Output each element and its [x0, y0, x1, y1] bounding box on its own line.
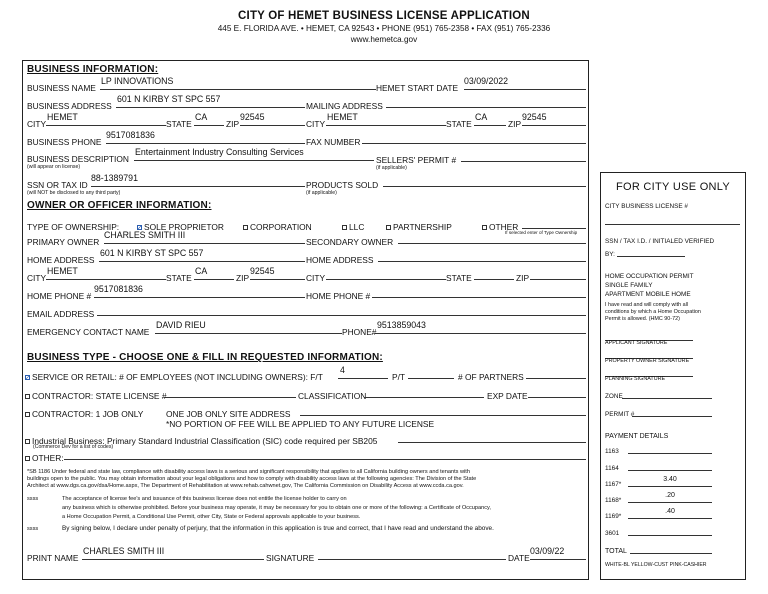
- sb1186-line1: *SB 1186 Under federal and state law, compliance with disability access laws is a serious and significant responsibility that applies to all California building owners and tenants with: [27, 469, 470, 475]
- owner-city-field[interactable]: [46, 266, 166, 280]
- zone-label: ZONE: [605, 393, 623, 400]
- sb1186-line2: buildings open to the public. You may obtain information about your legal obligations and how to comply with disability access laws at the following agencies: The Division of the State: [27, 476, 477, 482]
- ssn-field[interactable]: [91, 173, 305, 187]
- ssn-note: (will NOT be disclosed to any third party): [27, 190, 121, 196]
- code-1164-label: 1164: [605, 465, 619, 472]
- primary-owner-label: PRIMARY OWNER: [27, 237, 100, 247]
- home-phone-label: HOME PHONE #: [27, 291, 92, 301]
- code-3601-field[interactable]: [628, 527, 712, 536]
- hop-note-2: conditions by which a Home Occupation: [605, 309, 701, 315]
- service-label: SERVICE OR RETAIL: # OF EMPLOYEES (NOT INCLUDING OWNERS): F/T: [32, 372, 323, 382]
- business-description-label: BUSINESS DESCRIPTION: [27, 154, 129, 164]
- business-address-label: BUSINESS ADDRESS: [27, 101, 112, 111]
- code-1169-field[interactable]: [628, 510, 712, 519]
- hop-apartment: APARTMENT MOBILE HOME: [605, 291, 691, 298]
- other-ownership-note: If selected enter of Type Ownership: [505, 230, 578, 235]
- mailing-zip-field[interactable]: [522, 112, 586, 126]
- ownership-partnership-option[interactable]: [386, 222, 452, 232]
- planning-signature-label: PLANNING SIGNATURE: [605, 376, 666, 382]
- home-address-label: HOME ADDRESS: [27, 255, 95, 265]
- mailing-state-field[interactable]: [474, 112, 506, 126]
- classification-field[interactable]: [364, 388, 484, 398]
- owner-zip2-label: ZIP: [516, 273, 530, 283]
- products-sold-label: PRODUCTS SOLD: [306, 180, 379, 190]
- date-value: 03/09/22: [530, 546, 565, 556]
- permit-label: PERMIT #: [605, 411, 635, 418]
- sellers-permit-label: SELLERS' PERMIT #: [376, 155, 457, 165]
- exp-date-label: EXP DATE: [487, 391, 528, 401]
- payment-details-label: PAYMENT DETAILS: [605, 433, 669, 440]
- emergency-phone-value: 9513859043: [377, 320, 426, 330]
- business-state-field[interactable]: [194, 112, 224, 126]
- business-zip-value: 92545: [240, 112, 265, 122]
- form-header: [0, 10, 768, 44]
- parttime-label: P/T: [392, 372, 406, 382]
- parttime-field[interactable]: [408, 369, 454, 379]
- owner-zip-value: 92545: [250, 266, 275, 276]
- ssn-value: 88-1389791: [91, 173, 138, 183]
- start-date-field[interactable]: [464, 76, 586, 90]
- corp-checkbox[interactable]: [243, 225, 248, 230]
- city-website: www.hemetca.gov: [350, 35, 418, 44]
- code-1169-value: .40: [665, 508, 675, 515]
- owner-zip2-field[interactable]: [530, 270, 586, 280]
- business-city-field[interactable]: [46, 112, 166, 126]
- ownership-type-label: TYPE OF OWNERSHIP:: [27, 222, 120, 232]
- owner-city2-label: CITY: [306, 273, 326, 283]
- city-address: 445 E. FLORIDA AVE. • HEMET, CA 92543 • PHONE (951) 765-2358 • FAX (951) 765-2336: [217, 24, 551, 33]
- business-address-value: 601 N KIRBY ST SPC 557: [117, 94, 221, 104]
- owner-city-label: CITY: [27, 273, 47, 283]
- signature-field[interactable]: [318, 550, 506, 560]
- other-type-checkbox[interactable]: [25, 456, 30, 461]
- mailing-zip-label: ZIP: [508, 119, 522, 129]
- perjury-statement: By signing below, I declare under penalty of perjury, that the information in this application is true and correct, that I have read and understand the above.: [62, 525, 494, 532]
- code-1168-value: .20: [665, 492, 675, 499]
- hop-note-1: I have read and will comply with all: [605, 302, 688, 308]
- description-note: (will appear on license): [27, 164, 81, 170]
- other-checkbox[interactable]: [482, 225, 487, 230]
- emergency-phone-label: PHONE#: [342, 327, 377, 337]
- llc-label: LLC: [349, 222, 365, 232]
- mailing-address-field[interactable]: [386, 98, 586, 108]
- owner-city2-field[interactable]: [326, 270, 446, 280]
- home-address2-field[interactable]: [378, 252, 586, 262]
- industrial-text: Primary Standard Industrial Classification (SIC) code required per SB205: [106, 436, 378, 446]
- contractor-checkbox[interactable]: [25, 394, 30, 399]
- owner-state-field[interactable]: [194, 266, 234, 280]
- owner-state-value: CA: [195, 266, 208, 276]
- email-label: EMAIL ADDRESS: [27, 309, 95, 319]
- emergency-contact-label: EMERGENCY CONTACT NAME: [27, 327, 150, 337]
- industrial-note: (Commerce Dev for a list of codes): [33, 444, 114, 450]
- one-job-site-label: ONE JOB ONLY SITE ADDRESS: [166, 409, 291, 419]
- ownership-llc-option[interactable]: [342, 222, 364, 232]
- applicant-signature-label: APPLICANT SIGNATURE: [605, 340, 668, 346]
- copy-distribution: WHITE-BL YELLOW-CUST PINK-CASHIER: [605, 562, 707, 568]
- email-field[interactable]: [97, 306, 586, 316]
- print-name-field[interactable]: [82, 546, 264, 560]
- business-address-field[interactable]: [116, 94, 305, 108]
- code-1167-label: 1167*: [605, 481, 622, 488]
- owner-zip-field[interactable]: [250, 266, 305, 280]
- code-1163-field[interactable]: [628, 445, 712, 454]
- verified-by-field[interactable]: [617, 248, 685, 257]
- code-1167-field[interactable]: [628, 478, 712, 487]
- business-city-value: HEMET: [47, 112, 78, 122]
- home-phone2-field[interactable]: [372, 288, 586, 298]
- mailing-state-label: STATE: [446, 119, 472, 129]
- one-job-label: CONTRACTOR: 1 JOB ONLY: [32, 409, 144, 419]
- ssn-label: SSN OR TAX ID: [27, 180, 88, 190]
- one-job-site-field[interactable]: [300, 406, 586, 416]
- zone-field[interactable]: [622, 390, 712, 399]
- ack-tag-2: ssss: [27, 526, 39, 532]
- one-job-checkbox[interactable]: [25, 412, 30, 417]
- one-job-option[interactable]: [25, 409, 143, 419]
- owner-state-label: STATE: [166, 273, 192, 283]
- permit-field[interactable]: [632, 408, 712, 417]
- business-zip-label: ZIP: [226, 119, 240, 129]
- corp-label: CORPORATION: [250, 222, 312, 232]
- other-type-option[interactable]: [25, 453, 64, 463]
- contractor-label: CONTRACTOR: STATE LICENSE #: [32, 391, 167, 401]
- fulltime-value: 4: [340, 365, 345, 375]
- ack-line1: The acceptance of license fee's and issuance of this business license does not entitle the license holder to carry on: [62, 496, 347, 502]
- start-date-value: 03/09/2022: [464, 76, 509, 86]
- code-3601-label: 3601: [605, 530, 620, 537]
- form-title: CITY OF HEMET BUSINESS LICENSE APPLICATION: [238, 10, 530, 22]
- emergency-contact-field[interactable]: [155, 320, 342, 334]
- partners-label: # OF PARTNERS: [458, 372, 524, 382]
- contractor-license-field[interactable]: [164, 388, 296, 398]
- fulltime-field[interactable]: [338, 365, 388, 379]
- city-license-label: CITY BUSINESS LICENSE #: [605, 203, 688, 210]
- other-type-field[interactable]: [64, 450, 586, 460]
- mailing-city-label: CITY: [306, 119, 326, 129]
- hop-note-3: Permit is allowed. (HMC 90-72): [605, 316, 680, 322]
- ack-line3: a Home Occupation Permit, a Conditional Use Permit, other City, State or Federal approvals applicable to your business.: [62, 514, 361, 520]
- service-retail-option[interactable]: [25, 372, 323, 382]
- home-phone-value: 9517081836: [94, 284, 143, 294]
- business-description-value: Entertainment Industry Consulting Services: [135, 147, 304, 157]
- total-label: TOTAL: [605, 548, 627, 555]
- other-label: OTHER: [489, 222, 519, 232]
- owner-zip-label: ZIP: [236, 273, 250, 283]
- owner-section-title: OWNER OR OFFICER INFORMATION:: [27, 200, 212, 211]
- products-sold-field[interactable]: [383, 177, 586, 187]
- city-license-field[interactable]: [605, 216, 740, 225]
- code-1168-field[interactable]: [628, 494, 712, 503]
- business-name-label: BUSINESS NAME: [27, 83, 96, 93]
- verified-by-label: BY:: [605, 251, 615, 258]
- ack-line2: any business which is otherwise prohibited. Before your business may operate, it may be necessary for you to obtain one or more of the following: a Certificate of Occupancy,: [62, 505, 491, 511]
- business-state-value: CA: [195, 112, 208, 122]
- partners-field[interactable]: [526, 369, 586, 379]
- owner-signature-label: PROPERTY OWNER SIGNATURE: [605, 358, 690, 364]
- business-name-field[interactable]: [100, 76, 376, 90]
- sellers-permit-note: (if applicable): [376, 165, 407, 171]
- signature-label: SIGNATURE: [266, 553, 315, 563]
- sic-code-field[interactable]: [398, 433, 586, 443]
- exp-date-field[interactable]: [528, 388, 586, 398]
- sb1186-line3: Architect at www.dgs.ca.gov/dsa/Home.aspx, The Department of Rehabilitation at www.rehab.cahwnet.gov, The California Commission on Disability Access at www.ccda.ca.gov.: [27, 483, 464, 489]
- print-name-value: CHARLES SMITH III: [83, 546, 165, 556]
- service-checkbox[interactable]: [25, 375, 30, 380]
- mailing-address-label: MAILING ADDRESS: [306, 101, 383, 111]
- business-section-title: BUSINESS INFORMATION:: [27, 64, 159, 75]
- ack-tag-1: ssss: [27, 496, 39, 502]
- secondary-owner-field[interactable]: [398, 234, 586, 244]
- secondary-owner-label: SECONDARY OWNER: [306, 237, 394, 247]
- code-1168-label: 1168*: [605, 497, 622, 504]
- start-date-label: HEMET START DATE: [376, 83, 459, 93]
- home-address2-label: HOME ADDRESS: [306, 255, 374, 265]
- one-job-note: *NO PORTION OF FEE WILL BE APPLIED TO ANY FUTURE LICENSE: [166, 419, 435, 429]
- code-1167-value: 3.40: [663, 476, 677, 483]
- owner-city-value: HEMET: [47, 266, 78, 276]
- mailing-zip-value: 92545: [522, 112, 547, 122]
- owner-state2-label: STATE: [446, 273, 472, 283]
- home-phone-field[interactable]: [94, 284, 305, 298]
- code-1163-label: 1163: [605, 448, 619, 455]
- mailing-city-value: HEMET: [327, 112, 358, 122]
- other-type-label: OTHER:: [32, 453, 64, 463]
- primary-owner-field[interactable]: [104, 230, 305, 244]
- emergency-phone-field[interactable]: [375, 320, 586, 334]
- business-phone-field[interactable]: [106, 130, 305, 144]
- partnership-checkbox[interactable]: [386, 225, 391, 230]
- code-1164-field[interactable]: [628, 462, 712, 471]
- business-name-value: LP INNOVATIONS: [101, 76, 174, 86]
- business-type-section-title: BUSINESS TYPE - CHOOSE ONE & FILL IN REQUESTED INFORMATION:: [27, 352, 383, 363]
- contractor-option[interactable]: [25, 391, 166, 401]
- business-zip-field[interactable]: [240, 112, 305, 126]
- other-ownership-field[interactable]: [522, 219, 586, 229]
- date-field[interactable]: [530, 546, 586, 560]
- business-city-label: CITY: [27, 119, 47, 129]
- products-sold-note: (if applicable): [306, 190, 337, 196]
- ownership-corp-option[interactable]: [243, 222, 312, 232]
- verified-label: SSN / TAX I.D. / INITIALED VERIFIED: [605, 238, 715, 245]
- business-phone-label: BUSINESS PHONE: [27, 137, 102, 147]
- llc-checkbox[interactable]: [342, 225, 347, 230]
- date-label: DATE: [508, 553, 530, 563]
- print-name-label: PRINT NAME: [27, 553, 79, 563]
- code-1169-label: 1169*: [605, 513, 622, 520]
- industrial-label: Industrial Business:: [32, 436, 105, 446]
- hop-title: HOME OCCUPATION PERMIT: [605, 273, 694, 280]
- mailing-city-field[interactable]: [326, 112, 446, 126]
- sellers-permit-field[interactable]: [461, 152, 586, 162]
- total-field[interactable]: [630, 545, 712, 554]
- fax-field[interactable]: [362, 134, 586, 144]
- home-address-value: 601 N KIRBY ST SPC 557: [100, 248, 204, 258]
- owner-state2-field[interactable]: [474, 270, 514, 280]
- sole-label: SOLE PROPRIETOR: [144, 222, 224, 232]
- emergency-contact-value: DAVID RIEU: [156, 320, 206, 330]
- industrial-checkbox[interactable]: [25, 439, 30, 444]
- business-phone-value: 9517081836: [106, 130, 155, 140]
- business-description-field[interactable]: [134, 147, 374, 161]
- partnership-label: PARTNERSHIP: [393, 222, 452, 232]
- classification-label: CLASSIFICATION: [298, 391, 367, 401]
- primary-owner-value: CHARLES SMITH III: [104, 230, 186, 240]
- hop-single-family: SINGLE FAMILY: [605, 282, 653, 289]
- city-use-title: FOR CITY USE ONLY: [615, 181, 731, 193]
- business-state-label: STATE: [166, 119, 192, 129]
- mailing-state-value: CA: [475, 112, 488, 122]
- fax-label: FAX NUMBER: [306, 137, 361, 147]
- home-address-field[interactable]: [99, 248, 305, 262]
- home-phone2-label: HOME PHONE #: [306, 291, 371, 301]
